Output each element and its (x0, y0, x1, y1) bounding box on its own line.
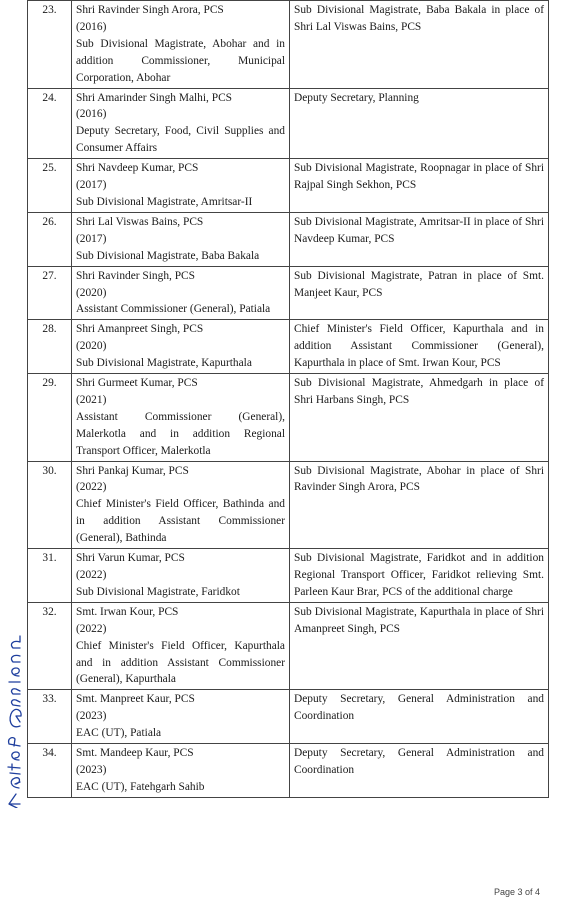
officer-details-cell (72, 159, 290, 213)
table-body (28, 1, 549, 798)
officer-details-cell (72, 744, 290, 798)
officer-current-posting: Assistant Commissioner (General), Patiala (76, 303, 271, 316)
officer-details-cell (72, 374, 290, 462)
officer-current-posting: Sub Divisional Magistrate, Faridkot (76, 585, 240, 598)
serial-number-cell: 25. (28, 159, 72, 213)
officer-current-posting: Sub Divisional Magistrate, Kapurthala (76, 357, 252, 370)
officer-batch-year: (2020) (76, 286, 107, 299)
officer-name: Shri Gurmeet Kumar, PCS (76, 377, 198, 390)
table-row (28, 266, 549, 320)
officer-current-posting: Chief Minister's Field Officer, Bathinda and in addition Assistant Commissioner (General), Bathinda (76, 498, 285, 545)
serial-number-cell: 28. (28, 320, 72, 374)
officer-batch-year: (2022) (76, 569, 107, 581)
table-row (28, 744, 549, 798)
officer-batch-year: (2016) (76, 108, 107, 121)
officer-current-posting: Sub Divisional Magistrate, Baba Bakala (76, 249, 260, 262)
officer-details-cell (72, 212, 290, 266)
new-posting-cell: Chief Minister's Field Officer, Kapurthala and in addition Assistant Commissioner (General), Kapurthala in place of Smt. Irwan Kour, PCS (290, 320, 549, 374)
officer-batch-year: (2020) (76, 340, 107, 353)
officer-name: Shri Amarinder Singh Malhi, PCS (76, 91, 232, 104)
officer-name: Smt. Mandeep Kaur, PCS (76, 747, 194, 760)
serial-number-cell: 26. (28, 212, 72, 266)
handwritten-signature (4, 618, 26, 808)
officer-current-posting: EAC (UT), Patiala (76, 727, 162, 740)
table-row (28, 320, 549, 374)
officer-batch-year: (2021) (76, 393, 107, 406)
new-posting-cell: Sub Divisional Magistrate, Baba Bakala in place of Shri Lal Viswas Bains, PCS (290, 1, 549, 89)
new-posting-cell: Deputy Secretary, General Administration and Coordination (290, 744, 549, 798)
officer-name: Shri Amanpreet Singh, PCS (76, 323, 204, 336)
serial-number-cell: 34. (28, 744, 72, 798)
officer-current-posting: EAC (UT), Fatehgarh Sahib (76, 780, 205, 793)
officer-batch-year: (2023) (76, 710, 107, 723)
officer-batch-year: (2023) (76, 763, 107, 776)
table-row (28, 374, 549, 462)
officer-name: Shri Navdeep Kumar, PCS (76, 162, 199, 175)
officer-batch-year: (2017) (76, 232, 107, 245)
officer-details-cell (72, 320, 290, 374)
table-row (28, 159, 549, 213)
officer-batch-year: (2022) (76, 481, 107, 494)
new-posting-cell: Sub Divisional Magistrate, Kapurthala in place of Shri Amanpreet Singh, PCS (290, 602, 549, 690)
table-row (28, 602, 549, 690)
officer-batch-year: (2016) (76, 20, 107, 33)
new-posting-cell: Sub Divisional Magistrate, Amritsar-II in place of Shri Navdeep Kumar, PCS (290, 212, 549, 266)
serial-number-cell: 31. (28, 549, 72, 603)
page-number: Page 3 of 4 (493, 887, 540, 897)
officer-name: Shri Ravinder Singh, PCS (76, 269, 195, 282)
officer-details-cell (72, 549, 290, 603)
table-row (28, 549, 549, 603)
new-posting-cell: Sub Divisional Magistrate, Abohar in place of Shri Ravinder Singh Arora, PCS (290, 461, 549, 549)
officer-current-posting: Sub Divisional Magistrate, Abohar and in addition Commissioner, Municipal Corporation, Abohar (76, 37, 285, 84)
officer-details-cell (72, 461, 290, 549)
officer-batch-year: (2017) (76, 179, 107, 192)
table-row (28, 461, 549, 549)
serial-number-cell: 24. (28, 88, 72, 159)
serial-number-cell: 27. (28, 266, 72, 320)
new-posting-cell: Sub Divisional Magistrate, Patran in place of Smt. Manjeet Kaur, PCS (290, 266, 549, 320)
officer-name: Smt. Irwan Kour, PCS (76, 605, 179, 618)
new-posting-cell: Sub Divisional Magistrate, Faridkot and in addition Regional Transport Officer, Faridkot relieving Smt. Parleen Kaur Brar, PCS of the additional charge (290, 549, 549, 603)
officer-name: Shri Pankaj Kumar, PCS (76, 464, 189, 477)
new-posting-cell: Deputy Secretary, Planning (290, 88, 549, 159)
officer-details-cell (72, 690, 290, 744)
officer-name: Smt. Manpreet Kaur, PCS (76, 693, 195, 706)
table-row (28, 690, 549, 744)
officer-details-cell (72, 1, 290, 89)
officer-name: Shri Ravinder Singh Arora, PCS (76, 4, 224, 16)
serial-number-cell: 33. (28, 690, 72, 744)
officer-current-posting: Chief Minister's Field Officer, Kapurthala and in addition Assistant Commissioner (General), Kapurthala (76, 639, 285, 686)
serial-number-cell: 29. (28, 374, 72, 462)
officer-name: Shri Varun Kumar, PCS (76, 552, 185, 565)
officer-current-posting: Assistant Commissioner (General), Malerkotla and in addition Regional Transport Officer, Malerkotla (76, 410, 285, 457)
officer-name: Shri Lal Viswas Bains, PCS (76, 215, 204, 228)
officer-details-cell (72, 602, 290, 690)
serial-number-cell: 32. (28, 602, 72, 690)
new-posting-cell: Sub Divisional Magistrate, Roopnagar in place of Shri Rajpal Singh Sekhon, PCS (290, 159, 549, 213)
officer-current-posting: Sub Divisional Magistrate, Amritsar-II (76, 195, 253, 208)
table-row (28, 1, 549, 89)
serial-number-cell: 30. (28, 461, 72, 549)
officer-batch-year: (2022) (76, 622, 107, 635)
officer-current-posting: Deputy Secretary, Food, Civil Supplies and Consumer Affairs (76, 125, 285, 155)
new-posting-cell: Deputy Secretary, General Administration and Coordination (290, 690, 549, 744)
officer-details-cell (72, 88, 290, 159)
new-posting-cell: Sub Divisional Magistrate, Ahmedgarh in place of Shri Harbans Singh, PCS (290, 374, 549, 462)
table-row (28, 88, 549, 159)
serial-number-cell: 23. (28, 1, 72, 89)
transfer-orders-table (27, 0, 549, 798)
officer-details-cell (72, 266, 290, 320)
table-row (28, 212, 549, 266)
